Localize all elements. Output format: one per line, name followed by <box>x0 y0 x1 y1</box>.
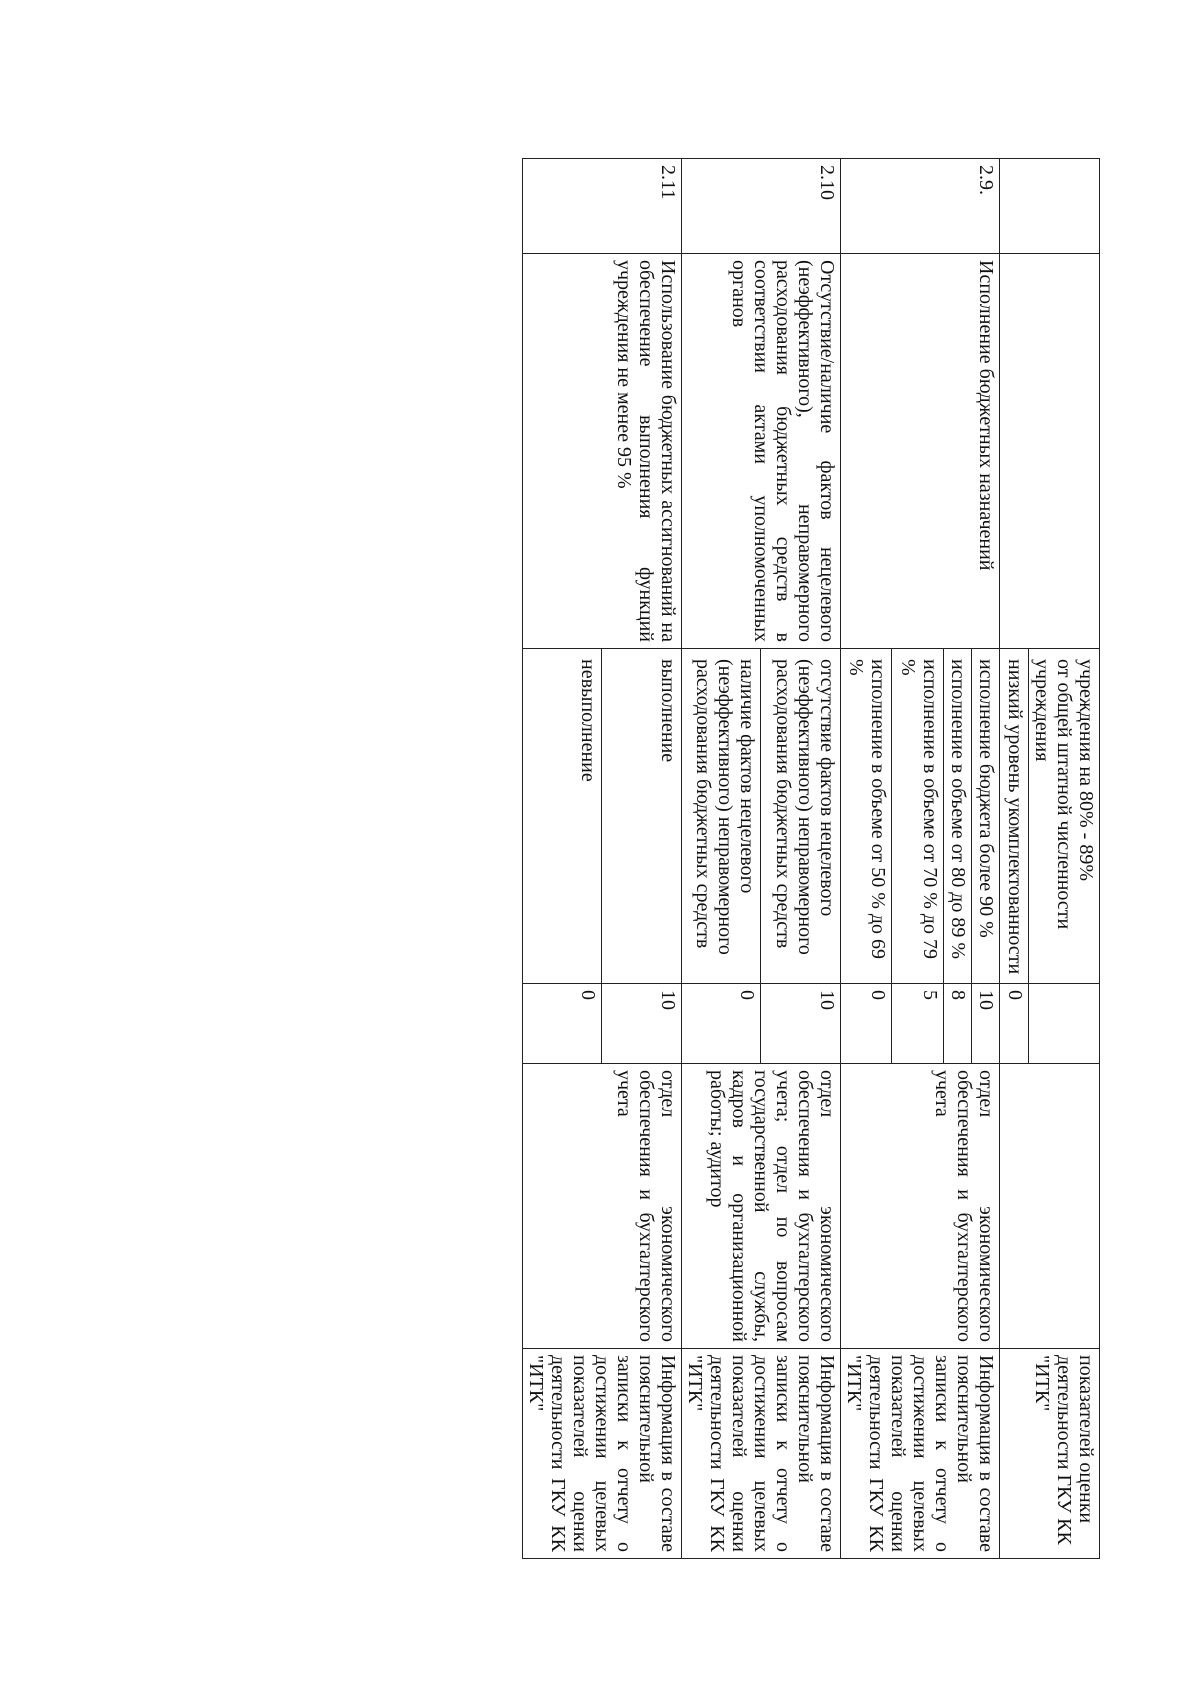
source-cell: Информация в составе пояснительной записки к отчету о достижении целевых показателей оценки деятельности ГКУ КК "ИТК" <box>841 1349 1000 1559</box>
row-2-9 <box>971 159 999 1559</box>
responsible-cell: отдел экономического обеспечения и бухгалтерского учета <box>523 1064 682 1349</box>
points-cell: 0 <box>682 984 762 1064</box>
continuation-row <box>1000 159 1100 1559</box>
points-cell: 10 <box>761 984 841 1064</box>
criteria-cell: исполнение в объеме от 70 % до 79 % <box>892 649 943 984</box>
points-cell: 10 <box>971 984 999 1064</box>
row-number: 2.11 <box>523 159 682 254</box>
criteria-cell: исполнение бюджета более 90 % <box>971 649 999 984</box>
continuation-points <box>1000 984 1100 1064</box>
points-cell: 10 <box>602 984 682 1064</box>
points-cell: 0 <box>841 984 892 1064</box>
criteria-cell: отсутствие фактов нецелевого (неэффективного) неправомерного расходования бюджетных средств <box>761 649 841 984</box>
evaluation-table <box>522 158 1100 1559</box>
indicator-cell: Исполнение бюджетных назначений <box>841 254 1000 649</box>
criteria-tail-line: от общей штатной численности <box>1053 659 1075 930</box>
source-cell: Информация в составе пояснительной записки к отчету о достижении целевых показателей оценки деятельности ГКУ КК "ИТК" <box>682 1349 841 1559</box>
criteria-tail-line: учреждения <box>1031 659 1053 762</box>
continuation-criteria <box>1000 649 1100 984</box>
rotated-page <box>160 158 1100 1558</box>
criteria-low: низкий уровень укомплектованности <box>1002 649 1029 983</box>
criteria-cell: невыполнение <box>523 649 603 984</box>
points-cell: 5 <box>892 984 943 1064</box>
row-number: 2.10 <box>682 159 841 254</box>
criteria-cell: наличие фактов нецелевого (неэффективного) неправомерного расходования бюджетных средств <box>682 649 762 984</box>
indicator-cell: Использование бюджетных ассигнований на обеспечение выполнения функций учреждения не менее 95 % <box>523 254 682 649</box>
criteria-cell: исполнение в объеме от 80 до 89 % <box>943 649 971 984</box>
row-2-11 <box>602 159 682 1559</box>
indicator-cell: Отсутствие/наличие фактов нецелевого (неэффективного), неправомерного расходования бюджетных средств в соответствии актами уполномоченных органов <box>682 254 841 649</box>
points-cell: 0 <box>523 984 603 1064</box>
criteria-tail-line: учреждения на 80% - 89% <box>1075 659 1097 881</box>
responsible-cell: отдел экономического обеспечения и бухгалтерского учета <box>841 1064 1000 1349</box>
continuation-source: показателей оценки деятельности ГКУ КК "ИТК" <box>1000 1349 1100 1559</box>
points-cell: 8 <box>943 984 971 1064</box>
responsible-cell: отдел экономического обеспечения и бухгалтерского учета; отдел по вопросам государственной службы, кадров и организационной работы; аудитор <box>682 1064 841 1349</box>
source-cell: Информация в составе пояснительной записки к отчету о достижении целевых показателей оценки деятельности ГКУ КК "ИТК" <box>523 1349 682 1559</box>
row-2-10 <box>761 159 841 1559</box>
row-number: 2.9. <box>841 159 1000 254</box>
criteria-cell: выполнение <box>602 649 682 984</box>
criteria-cell: исполнение в объеме от 50 % до 69 % <box>841 649 892 984</box>
points-value: 0 <box>1002 984 1029 1063</box>
